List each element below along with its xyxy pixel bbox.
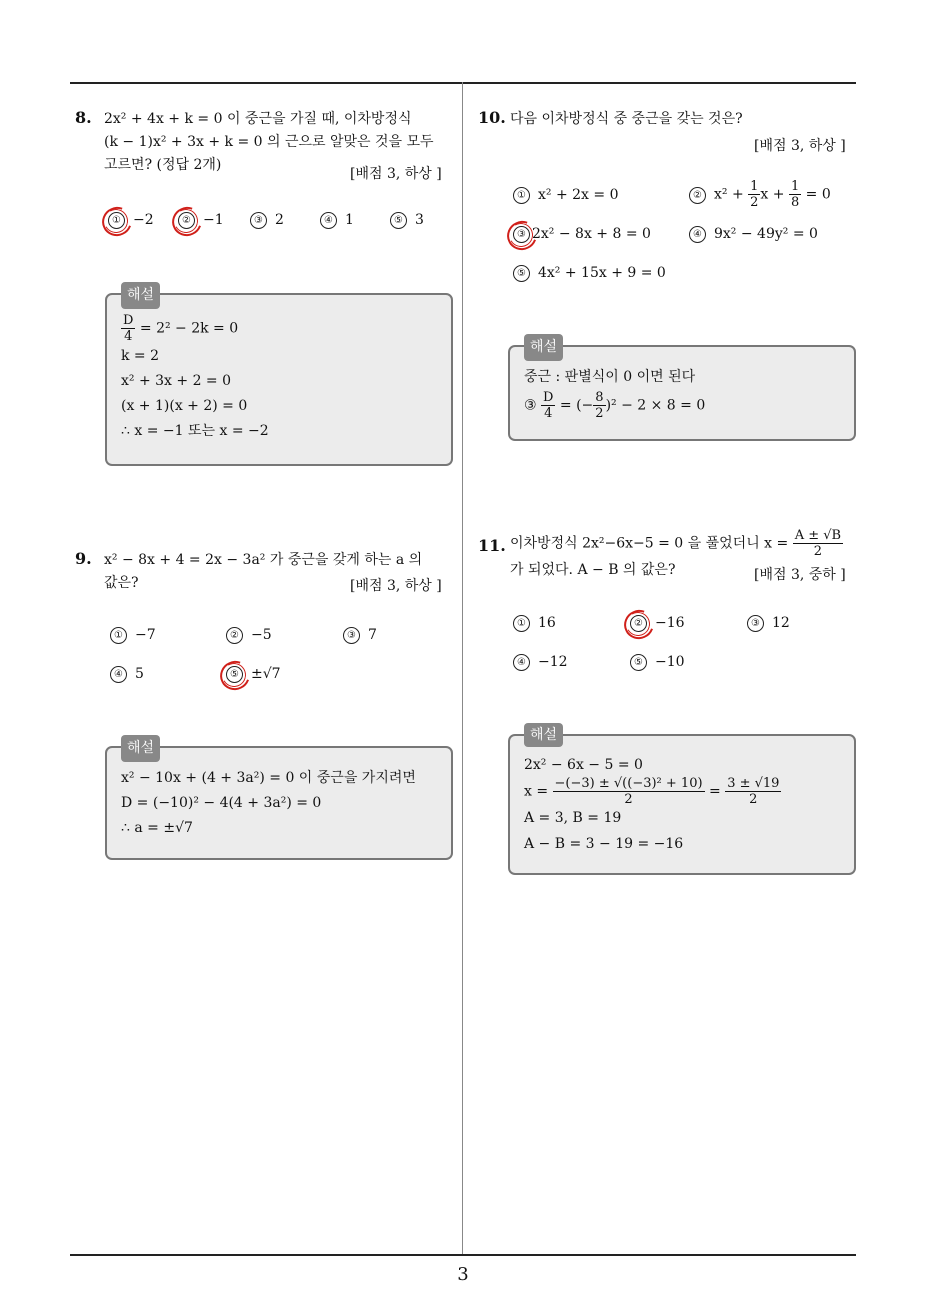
question-number: 11. <box>478 536 506 555</box>
question-text: 2x² + 4x + k = 0 이 중근을 가질 때, 이차방정식 (k − 1)x² + 3x + k = 0 의 근으로 알맞은 것을 모두 고르면? (정답 2개) <box>104 111 434 173</box>
choice-3[interactable]: ③ 7 <box>343 627 377 644</box>
answer-mark-icon: ③ <box>513 226 530 243</box>
explanation-tag: 해설 <box>121 282 160 309</box>
choice-5[interactable]: ⑤ 4x² + 15x + 9 = 0 <box>513 265 666 282</box>
explanation-tag: 해설 <box>121 735 160 762</box>
score-label: [배점 3, 하상 ] <box>754 138 846 154</box>
choice-1[interactable]: ① −2 <box>108 212 154 229</box>
explanation-box: 해설 x² − 10x + (4 + 3a²) = 0 이 중근을 가지려면 D = (−10)² − 4(4 + 3a²) = 0 ∴ a = ±√7 <box>105 746 453 860</box>
choice-2[interactable]: ② −5 <box>226 627 272 644</box>
top-rule <box>70 82 856 84</box>
answer-mark-icon: ② <box>630 615 647 632</box>
question-number: 10. <box>478 108 506 127</box>
choice-2[interactable]: ② −16 <box>630 615 685 632</box>
answer-mark-icon: ① <box>108 212 125 229</box>
choice-2[interactable]: ② x² + $\frac{1}{2}$ x + $\frac{1}{8}$ = 0 <box>689 179 831 210</box>
choice-1[interactable]: ① −7 <box>110 627 156 644</box>
answer-mark-icon: ② <box>178 212 195 229</box>
question-text: 다음 이차방정식 중 중근을 갖는 것은? <box>510 111 743 127</box>
explanation-tag: 해설 <box>524 723 563 747</box>
choice-4[interactable]: ④ −12 <box>513 654 568 671</box>
explanation-box: 해설 중근 : 판별식이 0 이면 된다 ③ $\frac{D}{4}$ = (− $\frac{8}{2}$ )² − 2 × 8 = 0 <box>508 345 856 441</box>
column-divider <box>462 82 463 1255</box>
answer-mark-icon: ⑤ <box>226 666 243 683</box>
choice-3[interactable]: ③ 2x² − 8x + 8 = 0 <box>513 226 651 243</box>
choice-3[interactable]: ③ 12 <box>747 615 790 632</box>
score-label: [배점 3, 하상 ] <box>350 166 442 182</box>
choice-4[interactable]: ④ 1 <box>320 212 354 229</box>
choice-5[interactable]: ⑤ 3 <box>390 212 424 229</box>
question-text: x² − 8x + 4 = 2x − 3a² 가 중근을 갖게 하는 a 의 값은? <box>104 552 423 591</box>
choice-1[interactable]: ① 16 <box>513 615 556 632</box>
choice-4[interactable]: ④ 5 <box>110 666 144 683</box>
question-number: 8. <box>75 108 92 127</box>
choice-1[interactable]: ① x² + 2x = 0 <box>513 187 618 204</box>
score-label: [배점 3, 중하 ] <box>754 567 846 583</box>
choice-5[interactable]: ⑤ ±√7 <box>226 666 281 683</box>
question-number: 9. <box>75 549 92 568</box>
explanation-tag: 해설 <box>524 334 563 361</box>
page-number: 3 <box>457 1264 469 1285</box>
choice-4[interactable]: ④ 9x² − 49y² = 0 <box>689 226 818 243</box>
choice-5[interactable]: ⑤ −10 <box>630 654 685 671</box>
choice-2[interactable]: ② −1 <box>178 212 224 229</box>
explanation-box: 해설 2x² − 6x − 5 = 0 x = $\frac{\text{−(−3) ± √((−3)² + 10)}}{2}$ = $\frac{3 \pm √19}{2}$ A = 3, B = 19 A − B = 3 − 19 = −16 <box>508 734 856 875</box>
question-text: 이차방정식 2x²−6x−5 = 0 을 풀었더니 x = $\frac{A \pm √B}{2}$ 가 되었다. A − B 의 값은? <box>510 528 842 578</box>
choice-3[interactable]: ③ 2 <box>250 212 284 229</box>
score-label: [배점 3, 하상 ] <box>350 578 442 594</box>
bottom-rule <box>70 1254 856 1256</box>
explanation-box: 해설 $\frac{D}{4}$ = 2² − 2k = 0 k = 2 x² + 3x + 2 = 0 (x + 1)(x + 2) = 0 ∴ x = −1 또는 x = −2 <box>105 293 453 466</box>
